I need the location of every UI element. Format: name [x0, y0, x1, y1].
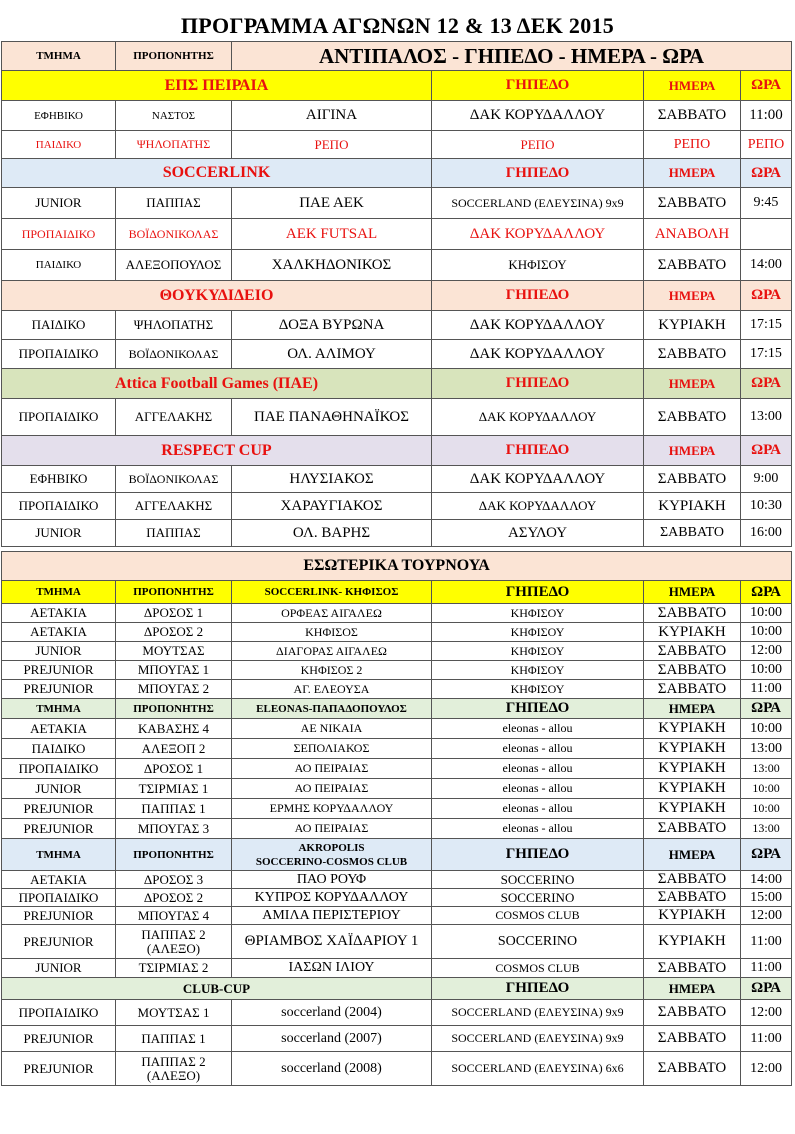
cell-antipalos: ΑΓ. ΕΛΕΟΥΣΑ — [232, 680, 432, 699]
cell-ora: 14:00 — [741, 250, 792, 281]
cell-ora — [741, 219, 792, 250]
cell-gipedo: ΑΣΥΛΟΥ — [432, 520, 644, 547]
table-row — [2, 250, 792, 281]
col-tmima: ΤΜΗΜΑ — [2, 839, 116, 871]
cell-imera: ΚΥΡΙΑΚΗ — [644, 623, 741, 642]
table-row — [2, 1052, 792, 1086]
cell-gipedo: SOCCERINO — [432, 925, 644, 959]
main-schedule-table — [1, 41, 792, 547]
cell-ora: 10:00 — [741, 799, 792, 819]
header-proponitis: ΠΡΟΠΟΝΗΤΗΣ — [116, 42, 232, 71]
cell-gipedo: SOCCERLAND (ΕΛΕΥΣΙΝΑ) 6x6 — [432, 1052, 644, 1086]
cell-antipalos: ΔΙΑΓΟΡΑΣ ΑΙΓΑΛΕΩ — [232, 642, 432, 661]
section-header-kifisos — [2, 581, 792, 604]
cell-imera: ΚΥΡΙΑΚΗ — [644, 493, 741, 520]
cell-imera: ΚΥΡΙΑΚΗ — [644, 311, 741, 340]
table-row — [2, 311, 792, 340]
cell-gipedo: eleonas - allou — [432, 719, 644, 739]
cell-proponitis: ΠΑΠΠΑΣ 2 (ΑΛΕΞΟ) — [116, 1052, 232, 1086]
cell-proponitis: ΜΠΟΥΓΑΣ 3 — [116, 819, 232, 839]
cell-proponitis: ΤΣΙΡΜΙΑΣ 2 — [116, 959, 232, 978]
cell-antipalos: ΚΗΦΙΣΟΣ — [232, 623, 432, 642]
cell-gipedo: ΔΑΚ ΚΟΡΥΔΑΛΛΟΥ — [432, 493, 644, 520]
cell-gipedo: ΚΗΦΙΣΟΥ — [432, 661, 644, 680]
table-row — [2, 219, 792, 250]
cell-antipalos: ΡΕΠΟ — [232, 131, 432, 159]
cell-gipedo: ΔΑΚ ΚΟΡΥΔΑΛΛΟΥ — [432, 101, 644, 131]
section-title: ΘΟΥΚΥΔΙΔΕΙΟ — [2, 281, 432, 311]
cell-proponitis: ΒΟΪΔΟΝΙΚΟΛΑΣ — [116, 219, 232, 250]
cell-gipedo: ΚΗΦΙΣΟΥ — [432, 680, 644, 699]
cell-tmima: PREJUNIOR — [2, 819, 116, 839]
cell-imera: ΣΑΒΒΑΤΟ — [644, 101, 741, 131]
cell-imera: ΣΑΒΒΑΤΟ — [644, 871, 741, 889]
cell-proponitis: ΑΓΓΕΛΑΚΗΣ — [116, 493, 232, 520]
section-header-akropolis — [2, 839, 792, 871]
cell-gipedo: ΔΑΚ ΚΟΡΥΔΑΛΛΟΥ — [432, 219, 644, 250]
cell-tmima: JUNIOR — [2, 642, 116, 661]
cell-gipedo: ΚΗΦΙΣΟΥ — [432, 604, 644, 623]
table-row — [2, 779, 792, 799]
table-row — [2, 131, 792, 159]
col-ora: ΩΡΑ — [741, 699, 792, 719]
col-ora: ΩΡΑ — [741, 436, 792, 466]
section-header-eps — [2, 71, 792, 101]
cell-imera: ΣΑΒΒΑΤΟ — [644, 399, 741, 436]
cell-tmima: ΠΑΙΔΙΚΟ — [2, 311, 116, 340]
table-row — [2, 871, 792, 889]
cell-gipedo: SOCCERLAND (ΕΛΕΥΣΙΝΑ) 9x9 — [432, 1026, 644, 1052]
cell-proponitis: ΝΑΣΤΟΣ — [116, 101, 232, 131]
cell-ora: 10:00 — [741, 623, 792, 642]
cell-gipedo: COSMOS CLUB — [432, 907, 644, 925]
cell-antipalos: ΠΑΕ ΑΕΚ — [232, 188, 432, 219]
cell-proponitis: ΑΛΕΞΟΠΟΥΛΟΣ — [116, 250, 232, 281]
cell-ora: 17:15 — [741, 340, 792, 369]
table-row — [2, 819, 792, 839]
col-proponitis: ΠΡΟΠΟΝΗΤΗΣ — [116, 581, 232, 604]
section-title: CLUB-CUP — [2, 978, 432, 1000]
cell-proponitis: ΜΠΟΥΓΑΣ 2 — [116, 680, 232, 699]
cell-ora: 10:00 — [741, 661, 792, 680]
section-title: RESPECT CUP — [2, 436, 432, 466]
cell-imera: ΣΑΒΒΑΤΟ — [644, 604, 741, 623]
section-title-line1: AKROPOLIS — [298, 841, 365, 854]
cell-imera: ΚΥΡΙΑΚΗ — [644, 925, 741, 959]
cell-antipalos: ΠΑΕ ΠΑΝΑΘΗΝΑΪΚΟΣ — [232, 399, 432, 436]
table-row — [2, 188, 792, 219]
cell-gipedo: ΔΑΚ ΚΟΡΥΔΑΛΛΟΥ — [432, 340, 644, 369]
cell-antipalos: ΔΟΞΑ ΒΥΡΩΝΑ — [232, 311, 432, 340]
cell-antipalos: ΧΑΡΑΥΓΙΑΚΟΣ — [232, 493, 432, 520]
cell-proponitis: ΨΗΛΟΠΑΤΗΣ — [116, 311, 232, 340]
cell-antipalos: ΟΛ. ΒΑΡΗΣ — [232, 520, 432, 547]
col-imera: ΗΜΕΡΑ — [644, 978, 741, 1000]
cell-tmima: PREJUNIOR — [2, 661, 116, 680]
cell-proponitis: ΜΠΟΥΓΑΣ 4 — [116, 907, 232, 925]
cell-imera: ΣΑΒΒΑΤΟ — [644, 642, 741, 661]
cell-tmima: ΠΡΟΠΑΙΔΙΚΟ — [2, 889, 116, 907]
col-gipedo: ΓΗΠΕΔΟ — [432, 839, 644, 871]
col-proponitis: ΠΡΟΠΟΝΗΤΗΣ — [116, 839, 232, 871]
cell-ora: 10:30 — [741, 493, 792, 520]
col-imera: ΗΜΕΡΑ — [644, 369, 741, 399]
cell-imera: ΣΑΒΒΑΤΟ — [644, 520, 741, 547]
cell-gipedo: ΚΗΦΙΣΟΥ — [432, 623, 644, 642]
cell-tmima: ΑΕΤΑΚΙΑ — [2, 623, 116, 642]
table-row — [2, 799, 792, 819]
section-header-respect — [2, 436, 792, 466]
section-header-soccerlink — [2, 159, 792, 188]
cell-imera: ΚΥΡΙΑΚΗ — [644, 907, 741, 925]
cell-imera: ΑΝΑΒΟΛΗ — [644, 219, 741, 250]
cell-tmima: ΠΑΙΔΙΚΟ — [2, 739, 116, 759]
cell-tmima: JUNIOR — [2, 520, 116, 547]
cell-antipalos: ΗΛΥΣΙΑΚΟΣ — [232, 466, 432, 493]
col-tmima: ΤΜΗΜΑ — [2, 581, 116, 604]
cell-proponitis: ΜΠΟΥΓΑΣ 1 — [116, 661, 232, 680]
cell-proponitis: ΜΟΥΤΣΑΣ 1 — [116, 1000, 232, 1026]
cell-tmima: JUNIOR — [2, 188, 116, 219]
header-row — [2, 42, 792, 71]
cell-ora: 13:00 — [741, 759, 792, 779]
cell-proponitis: ΠΑΠΠΑΣ — [116, 188, 232, 219]
cell-proponitis: ΠΑΠΠΑΣ 1 — [116, 1026, 232, 1052]
cell-tmima: ΠΡΟΠΑΙΔΙΚΟ — [2, 340, 116, 369]
cell-tmima: ΑΕΤΑΚΙΑ — [2, 871, 116, 889]
cell-imera: ΣΑΒΒΑΤΟ — [644, 466, 741, 493]
section-title: ΕΠΣ ΠΕΙΡΑΙΑ — [2, 71, 432, 101]
cell-imera: ΡΕΠΟ — [644, 131, 741, 159]
cell-proponitis: ΠΑΠΠΑΣ 1 — [116, 799, 232, 819]
cell-ora: 9:45 — [741, 188, 792, 219]
section-title: SOCCERLINK — [2, 159, 432, 188]
cell-tmima: ΠΡΟΠΑΙΔΙΚΟ — [2, 759, 116, 779]
cell-tmima: ΕΦΗΒΙΚΟ — [2, 101, 116, 131]
cell-imera: ΚΥΡΙΑΚΗ — [644, 799, 741, 819]
cell-proponitis: ΒΟΪΔΟΝΙΚΟΛΑΣ — [116, 466, 232, 493]
cell-antipalos: ΧΑΛΚΗΔΟΝΙΚΟΣ — [232, 250, 432, 281]
cell-proponitis: ΔΡΟΣΟΣ 2 — [116, 889, 232, 907]
cell-tmima: ΠΡΟΠΑΙΔΙΚΟ — [2, 399, 116, 436]
cell-antipalos: ΠΑΟ ΡΟΥΦ — [232, 871, 432, 889]
section-title: SOCCERLINK- ΚΗΦΙΣΟΣ — [232, 581, 432, 604]
table-row — [2, 399, 792, 436]
cell-imera: ΣΑΒΒΑΤΟ — [644, 819, 741, 839]
table-row — [2, 520, 792, 547]
page-title: ΠΡΟΓΡΑΜΜΑ ΑΓΩΝΩΝ 12 & 13 ΔΕΚ 2015 — [180, 13, 615, 38]
cell-antipalos: ΑΟ ΠΕΙΡΑΙΑΣ — [232, 759, 432, 779]
cell-ora: 11:00 — [741, 101, 792, 131]
col-gipedo: ΓΗΠΕΔΟ — [432, 436, 644, 466]
cell-tmima: ΑΕΤΑΚΙΑ — [2, 719, 116, 739]
cell-antipalos: ΘΡΙΑΜΒΟΣ ΧΑΪΔΑΡΙΟΥ 1 — [232, 925, 432, 959]
col-imera: ΗΜΕΡΑ — [644, 159, 741, 188]
cell-proponitis: ΔΡΟΣΟΣ 1 — [116, 604, 232, 623]
section-title: ELEONAS-ΠΑΠΑΔΟΠΟΥΛΟΣ — [232, 699, 432, 719]
cell-antipalos: ΕΡΜΗΣ ΚΟΡΥΔΑΛΛΟΥ — [232, 799, 432, 819]
col-ora: ΩΡΑ — [741, 978, 792, 1000]
cell-tmima: ΠΡΟΠΑΙΔΙΚΟ — [2, 493, 116, 520]
cell-imera: ΣΑΒΒΑΤΟ — [644, 1052, 741, 1086]
cell-tmima: JUNIOR — [2, 959, 116, 978]
cell-imera: ΚΥΡΙΑΚΗ — [644, 739, 741, 759]
cell-antipalos: ΟΛ. ΑΛΙΜΟΥ — [232, 340, 432, 369]
cell-proponitis: ΚΑΒΑΣΗΣ 4 — [116, 719, 232, 739]
cell-tmima: PREJUNIOR — [2, 1052, 116, 1086]
col-imera: ΗΜΕΡΑ — [644, 436, 741, 466]
table-row — [2, 959, 792, 978]
cell-antipalos: ΑΟ ΠΕΙΡΑΙΑΣ — [232, 779, 432, 799]
cell-antipalos: soccerland (2007) — [232, 1026, 432, 1052]
cell-imera: ΚΥΡΙΑΚΗ — [644, 719, 741, 739]
cell-imera: ΣΑΒΒΑΤΟ — [644, 1000, 741, 1026]
table-row — [2, 642, 792, 661]
cell-tmima: PREJUNIOR — [2, 925, 116, 959]
cell-tmima: PREJUNIOR — [2, 680, 116, 699]
section-header-clubcup — [2, 978, 792, 1000]
cell-ora: 9:00 — [741, 466, 792, 493]
table-row — [2, 889, 792, 907]
col-proponitis: ΠΡΟΠΟΝΗΤΗΣ — [116, 699, 232, 719]
cell-antipalos: ΑΕΚ FUTSAL — [232, 219, 432, 250]
cell-tmima: ΑΕΤΑΚΙΑ — [2, 604, 116, 623]
table-row — [2, 101, 792, 131]
cell-gipedo: eleonas - allou — [432, 779, 644, 799]
col-ora: ΩΡΑ — [741, 369, 792, 399]
cell-tmima: ΕΦΗΒΙΚΟ — [2, 466, 116, 493]
cell-gipedo: ΔΑΚ ΚΟΡΥΔΑΛΛΟΥ — [432, 311, 644, 340]
cell-ora: 14:00 — [741, 871, 792, 889]
table-row — [2, 1026, 792, 1052]
cell-gipedo: eleonas - allou — [432, 819, 644, 839]
cell-proponitis: ΑΓΓΕΛΑΚΗΣ — [116, 399, 232, 436]
header-tmima: ΤΜΗΜΑ — [2, 42, 116, 71]
cell-gipedo: ΔΑΚ ΚΟΡΥΔΑΛΛΟΥ — [432, 399, 644, 436]
cell-gipedo: ΚΗΦΙΣΟΥ — [432, 642, 644, 661]
table-row — [2, 623, 792, 642]
cell-antipalos: ΚΥΠΡΟΣ ΚΟΡΥΔΑΛΛΟΥ — [232, 889, 432, 907]
tournaments-table — [1, 551, 792, 1086]
col-gipedo: ΓΗΠΕΔΟ — [432, 159, 644, 188]
col-ora: ΩΡΑ — [741, 281, 792, 311]
section-title — [232, 839, 432, 871]
cell-proponitis: ΒΟΪΔΟΝΙΚΟΛΑΣ — [116, 340, 232, 369]
tournaments-title: ΕΣΩΤΕΡΙΚΑ ΤΟΥΡΝΟΥΑ — [2, 552, 792, 581]
cell-proponitis: ΠΑΠΠΑΣ — [116, 520, 232, 547]
col-gipedo: ΓΗΠΕΔΟ — [432, 978, 644, 1000]
table-row — [2, 661, 792, 680]
cell-ora: 13:00 — [741, 819, 792, 839]
col-imera: ΗΜΕΡΑ — [644, 581, 741, 604]
section-title-line2: SOCCERINO-COSMOS CLUB — [255, 855, 408, 868]
col-imera: ΗΜΕΡΑ — [644, 839, 741, 871]
cell-antipalos: ΑΟ ΠΕΙΡΑΙΑΣ — [232, 819, 432, 839]
cell-proponitis: ΨΗΛΟΠΑΤΗΣ — [116, 131, 232, 159]
cell-imera: ΣΑΒΒΑΤΟ — [644, 680, 741, 699]
cell-gipedo: eleonas - allou — [432, 739, 644, 759]
cell-ora: 16:00 — [741, 520, 792, 547]
table-row — [2, 925, 792, 959]
cell-ora: 12:00 — [741, 1052, 792, 1086]
cell-ora: 10:00 — [741, 604, 792, 623]
section-title: Attica Football Games (ΠΑΕ) — [2, 369, 432, 399]
cell-imera: ΣΑΒΒΑΤΟ — [644, 188, 741, 219]
cell-ora: 12:00 — [741, 907, 792, 925]
col-tmima: ΤΜΗΜΑ — [2, 699, 116, 719]
cell-gipedo: ΚΗΦΙΣΟΥ — [432, 250, 644, 281]
table-row — [2, 466, 792, 493]
cell-antipalos: ΟΡΦΕΑΣ ΑΙΓΑΛΕΩ — [232, 604, 432, 623]
cell-ora: 11:00 — [741, 680, 792, 699]
cell-ora: 10:00 — [741, 719, 792, 739]
cell-antipalos: ΣΕΠΟΛΙΑΚΟΣ — [232, 739, 432, 759]
cell-ora: 12:00 — [741, 642, 792, 661]
cell-tmima: PREJUNIOR — [2, 799, 116, 819]
cell-gipedo: COSMOS CLUB — [432, 959, 644, 978]
cell-gipedo: eleonas - allou — [432, 759, 644, 779]
col-gipedo: ΓΗΠΕΔΟ — [432, 71, 644, 101]
cell-imera: ΣΑΒΒΑΤΟ — [644, 340, 741, 369]
cell-imera: ΣΑΒΒΑΤΟ — [644, 889, 741, 907]
cell-proponitis: ΜΟΥΤΣΑΣ — [116, 642, 232, 661]
cell-gipedo: SOCCERINO — [432, 871, 644, 889]
cell-imera: ΚΥΡΙΑΚΗ — [644, 759, 741, 779]
col-gipedo: ΓΗΠΕΔΟ — [432, 699, 644, 719]
col-imera: ΗΜΕΡΑ — [644, 71, 741, 101]
col-ora: ΩΡΑ — [741, 581, 792, 604]
cell-ora: 11:00 — [741, 925, 792, 959]
cell-imera: ΣΑΒΒΑΤΟ — [644, 250, 741, 281]
col-ora: ΩΡΑ — [741, 159, 792, 188]
cell-imera: ΣΑΒΒΑΤΟ — [644, 661, 741, 680]
cell-proponitis: ΑΛΕΞΟΠ 2 — [116, 739, 232, 759]
cell-tmima: ΠΑΙΔΙΚΟ — [2, 250, 116, 281]
cell-tmima: ΠΡΟΠΑΙΔΙΚΟ — [2, 1000, 116, 1026]
cell-proponitis: ΔΡΟΣΟΣ 3 — [116, 871, 232, 889]
cell-tmima: PREJUNIOR — [2, 1026, 116, 1052]
cell-gipedo: SOCCERINO — [432, 889, 644, 907]
cell-proponitis: ΔΡΟΣΟΣ 1 — [116, 759, 232, 779]
cell-gipedo: SOCCERLAND (ΕΛΕΥΣΙΝΑ) 9x9 — [432, 188, 644, 219]
cell-antipalos: ΙΑΣΩΝ ΙΛΙΟΥ — [232, 959, 432, 978]
cell-ora: 11:00 — [741, 959, 792, 978]
cell-ora: 11:00 — [741, 1026, 792, 1052]
header-main: ΑΝΤΙΠΑΛΟΣ - ΓΗΠΕΔΟ - ΗΜΕΡΑ - ΩΡΑ — [232, 42, 792, 71]
table-row — [2, 759, 792, 779]
cell-tmima: PREJUNIOR — [2, 907, 116, 925]
cell-proponitis: ΠΑΠΠΑΣ 2 (ΑΛΕΞΟ) — [116, 925, 232, 959]
cell-antipalos: ΑΕ ΝΙΚΑΙΑ — [232, 719, 432, 739]
cell-antipalos: ΑΜΙΛΑ ΠΕΡΙΣΤΕΡΙΟΥ — [232, 907, 432, 925]
cell-imera: ΣΑΒΒΑΤΟ — [644, 1026, 741, 1052]
col-gipedo: ΓΗΠΕΔΟ — [432, 581, 644, 604]
cell-tmima: ΠΡΟΠΑΙΔΙΚΟ — [2, 219, 116, 250]
cell-antipalos: soccerland (2004) — [232, 1000, 432, 1026]
cell-imera: ΚΥΡΙΑΚΗ — [644, 779, 741, 799]
col-ora: ΩΡΑ — [741, 839, 792, 871]
cell-tmima: JUNIOR — [2, 779, 116, 799]
cell-ora: 13:00 — [741, 739, 792, 759]
cell-ora: ΡΕΠΟ — [741, 131, 792, 159]
table-row — [2, 604, 792, 623]
cell-ora: 17:15 — [741, 311, 792, 340]
col-gipedo: ΓΗΠΕΔΟ — [432, 369, 644, 399]
cell-antipalos: ΚΗΦΙΣΟΣ 2 — [232, 661, 432, 680]
cell-gipedo: ΔΑΚ ΚΟΡΥΔΑΛΛΟΥ — [432, 466, 644, 493]
cell-ora: 10:00 — [741, 779, 792, 799]
col-ora: ΩΡΑ — [741, 71, 792, 101]
cell-ora: 15:00 — [741, 889, 792, 907]
cell-tmima: ΠΑΙΔΙΚΟ — [2, 131, 116, 159]
cell-antipalos: soccerland (2008) — [232, 1052, 432, 1086]
cell-ora: 12:00 — [741, 1000, 792, 1026]
cell-ora: 13:00 — [741, 399, 792, 436]
table-row — [2, 493, 792, 520]
section-header-attica — [2, 369, 792, 399]
cell-gipedo: eleonas - allou — [432, 799, 644, 819]
cell-gipedo: SOCCERLAND (ΕΛΕΥΣΙΝΑ) 9x9 — [432, 1000, 644, 1026]
table-row — [2, 680, 792, 699]
section-header-eleonas — [2, 699, 792, 719]
cell-gipedo: ΡΕΠΟ — [432, 131, 644, 159]
cell-antipalos: ΑΙΓΙΝΑ — [232, 101, 432, 131]
table-row — [2, 739, 792, 759]
table-row — [2, 340, 792, 369]
col-gipedo: ΓΗΠΕΔΟ — [432, 281, 644, 311]
section-header-thoukydideio — [2, 281, 792, 311]
col-imera: ΗΜΕΡΑ — [644, 699, 741, 719]
col-imera: ΗΜΕΡΑ — [644, 281, 741, 311]
table-row — [2, 907, 792, 925]
cell-proponitis: ΔΡΟΣΟΣ 2 — [116, 623, 232, 642]
cell-imera: ΣΑΒΒΑΤΟ — [644, 959, 741, 978]
table-row — [2, 719, 792, 739]
table-row — [2, 1000, 792, 1026]
tournaments-title-row — [2, 552, 792, 581]
cell-proponitis: ΤΣΙΡΜΙΑΣ 1 — [116, 779, 232, 799]
